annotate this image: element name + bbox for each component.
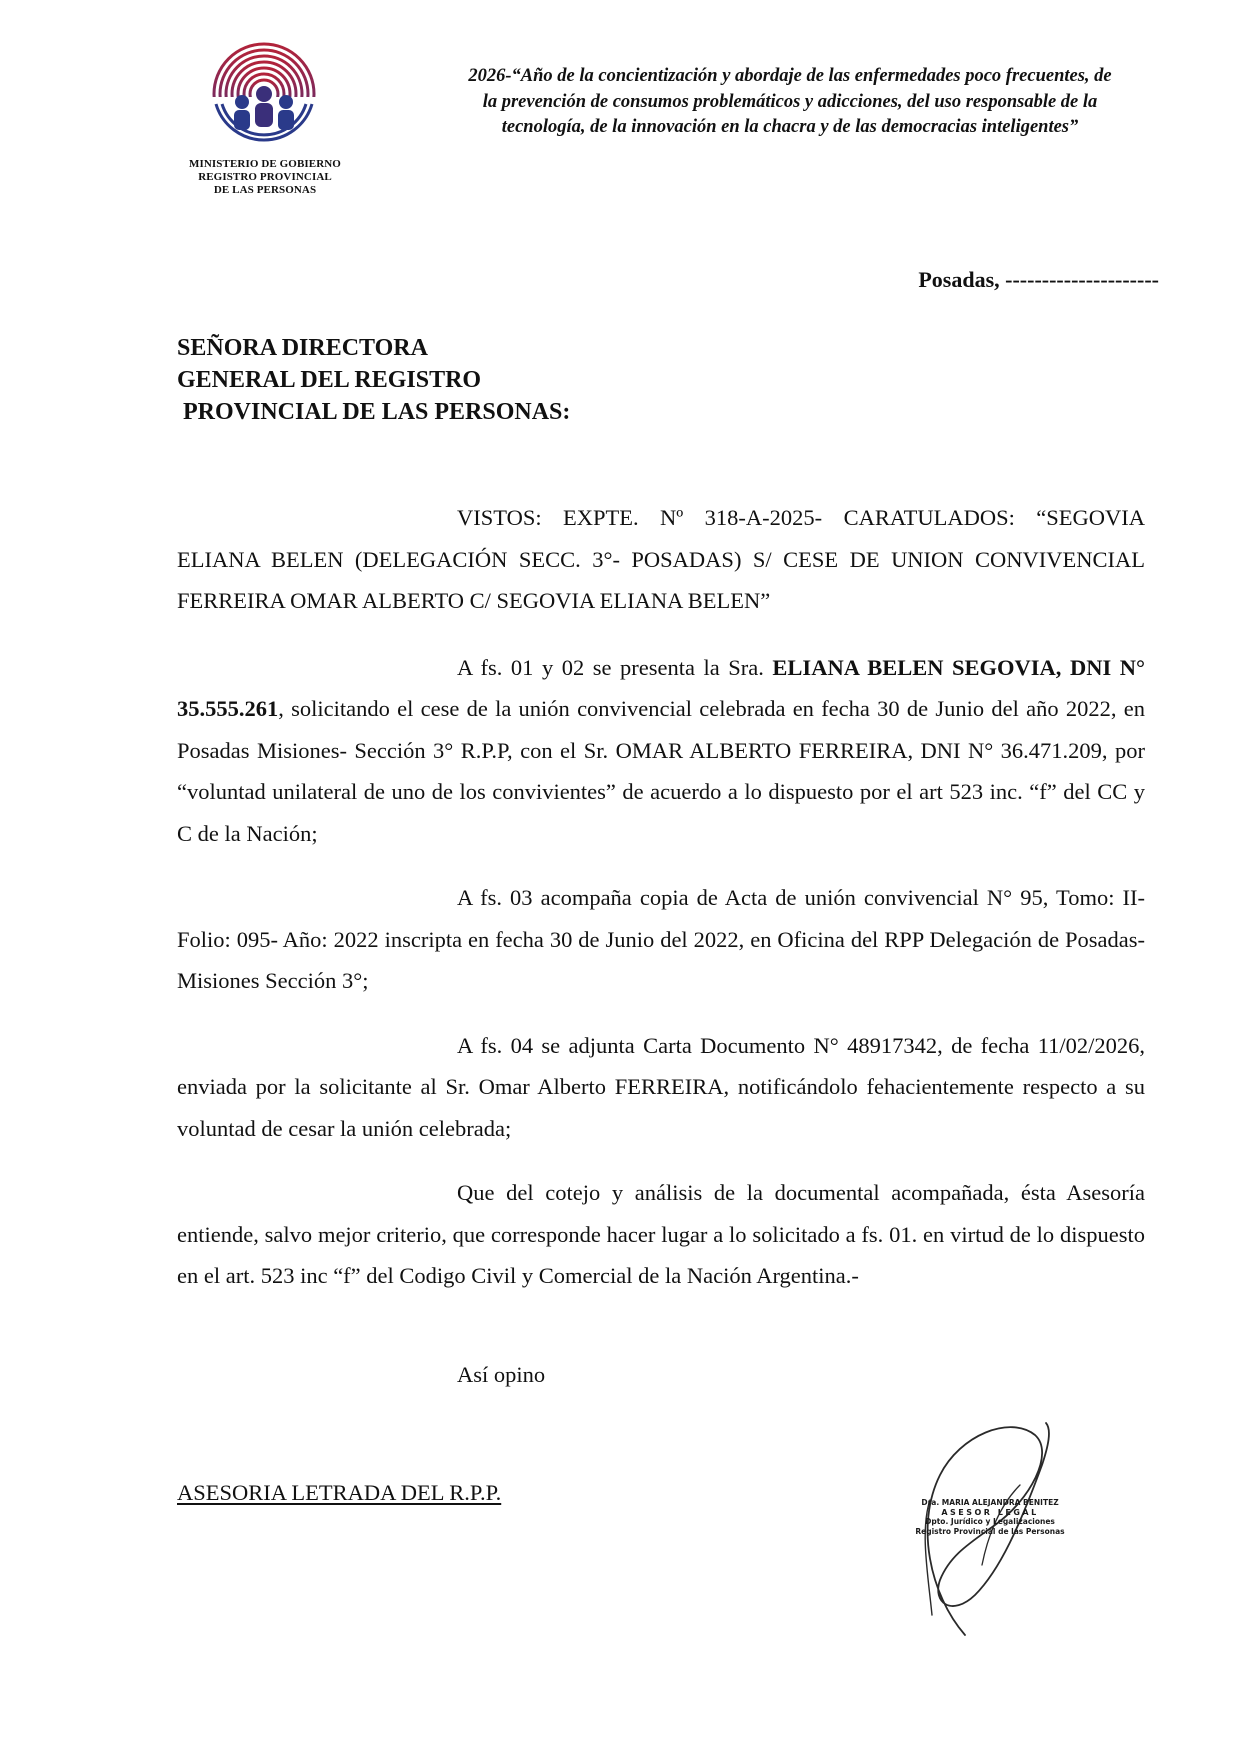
ministry-line: REGISTRO PROVINCIAL [198, 171, 332, 183]
motto-line: tecnología, de la innovación en la chacra y de las democracias inteligentes” [501, 117, 1079, 137]
p1-text-rest: , solicitando el cese de la unión convivencial celebrada en fecha 30 de Junio del año 2022, en Posadas Misiones- Sección 3° R.P.P, con el Sr. OMAR ALBERTO FERREIRA, DNI N° 36.471.209, por “voluntad unilateral de uno de los convivientes” de acuerdo a lo dispuesto por el art 523 inc. “f” del CC y C de la Nación; [177, 696, 1145, 846]
document-body [177, 497, 1145, 1320]
stamp-title: ASESOR LEGAL [941, 1507, 1039, 1517]
paragraph-carta-documento: A fs. 04 se adjunta Carta Documento N° 48917342, de fecha 11/02/2026, enviada por la solicitante al Sr. Omar Alberto FERREIRA, notificándolo fehacientemente respecto a su voluntad de cesar la unión celebrada; [177, 1032, 1145, 1141]
vistos-paragraph: VISTOS: EXPTE. Nº 318-A-2025- CARATULADOS: “SEGOVIA ELIANA BELEN (DELEGACIÓN SECC. 3°- POSADAS) S/ CESE DE UNION CONVIVENCIAL FERREIRA OMAR ALBERTO C/ SEGOVIA ELIANA BELEN” [177, 505, 1145, 613]
addressee [177, 332, 570, 428]
office-name: ASESORIA LETRADA DEL R.P.P. [177, 1480, 502, 1505]
closing-opinion: Así opino [457, 1362, 546, 1387]
motto-line: 2026-“Año de la concientización y abordaje de las enfermedades poco frecuentes, de [468, 66, 1112, 86]
addressee-line: SEÑORA DIRECTORA [177, 335, 428, 361]
motto-line: la prevención de consumos problemáticos y adicciones, del uso responsable de la [482, 91, 1098, 112]
addressee-line: GENERAL DEL REGISTRO [177, 367, 482, 393]
addressee-line: PROVINCIAL DE LAS PERSONAS: [183, 399, 571, 425]
p1-text: A fs. 01 y 02 se presenta la Sra. [457, 654, 773, 680]
stamp-org: Registro Provincial de las Personas [915, 1526, 1065, 1536]
paragraph-acta: A fs. 03 acompaña copia de Acta de unión convivencial N° 95, Tomo: II- Folio: 095- Año: 2022 inscripta en fecha 30 de Junio del 2022, en Oficina del RPP Delegación de Posadas-Misiones Sección 3°; [177, 885, 1145, 993]
ministry-header [160, 158, 370, 197]
paragraph-conclusion: Que del cotejo y análisis de la documental acompañada, ésta Asesoría entiende, salvo mejor criterio, que corresponde hacer lugar a lo solicitado a fs. 01. en virtud de lo dispuesto en el art. 523 inc “f” del Codigo Civil y Comercial de la Nación Argentina.- [177, 1180, 1145, 1288]
signature-stamp [915, 1498, 1065, 1536]
stamp-name: Dra. MARIA ALEJANDRA BENITEZ [921, 1498, 1059, 1507]
registro-provincial-logo [212, 42, 316, 146]
place-date: Posadas, --------------------- [918, 267, 1159, 292]
year-motto [420, 64, 1160, 141]
ministry-line: DE LAS PERSONAS [213, 184, 317, 196]
paragraph-presentation [177, 647, 1145, 855]
stamp-dept: Dpto. Jurídico y Legalizaciones [925, 1517, 1055, 1526]
ministry-line: MINISTERIO DE GOBIERNO [189, 158, 341, 170]
applicant-id: ELIANA BELEN SEGOVIA, DNI N° 35.555.261 [177, 654, 1145, 721]
